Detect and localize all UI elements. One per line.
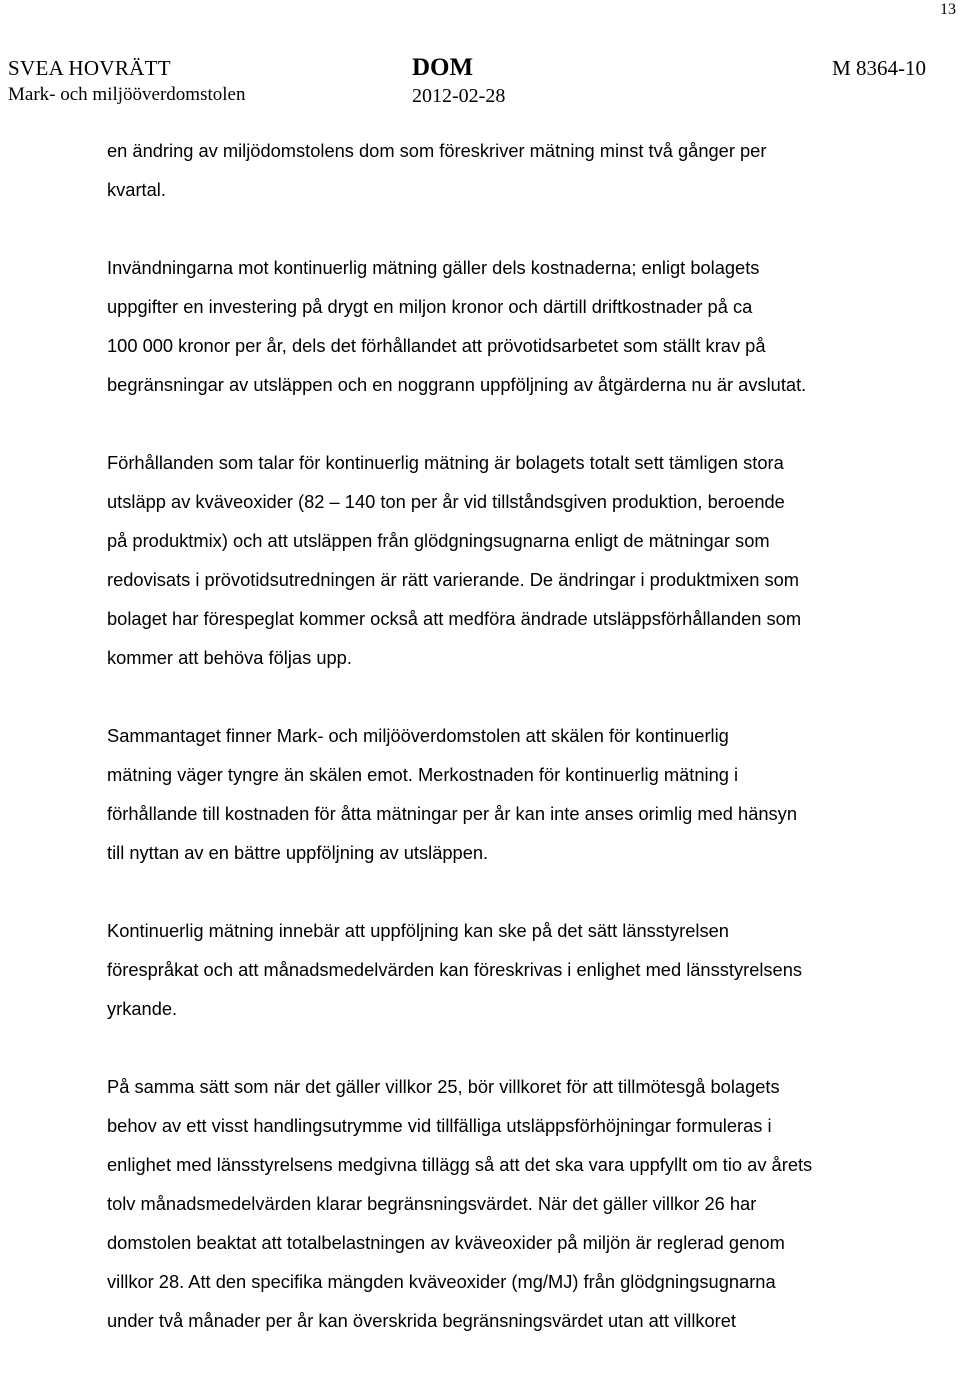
court-name: SVEA HOVRÄTT (8, 56, 171, 80)
document-header (8, 56, 938, 112)
text-line: förespråkat och att månadsmedelvärden kan föreskrivas i enlighet med länsstyrelsens (107, 959, 803, 980)
text-line: Förhållanden som talar för kontinuerlig mätning är bolagets totalt sett tämligen stora (107, 452, 784, 473)
text-line: villkor 28. Att den specifika mängden kväveoxider (mg/MJ) från glödgningsugnarna (107, 1271, 776, 1292)
text-line: utsläpp av kväveoxider (82 – 140 ton per år vid tillståndsgiven produktion, beroende (107, 491, 785, 512)
text-line: behov av ett visst handlingsutrymme vid tillfälliga utsläppsförhöjningar formuleras i (107, 1115, 772, 1136)
text-line: förhållande till kostnaden för åtta mätningar per år kan inte anses orimlig med hänsyn (107, 803, 797, 824)
document-body (107, 131, 907, 1379)
text-line: redovisats i prövotidsutredningen är rätt varierande. De ändringar i produktmixen som (107, 569, 799, 590)
document-date: 2012-02-28 (412, 85, 506, 107)
paragraph (107, 1067, 907, 1340)
paragraph (107, 131, 907, 209)
text-line: till nyttan av en bättre uppföljning av utsläppen. (107, 842, 489, 863)
document-type: DOM (412, 54, 474, 81)
paragraph (107, 716, 907, 872)
court-department: Mark- och miljööverdomstolen (8, 84, 246, 105)
text-line: domstolen beaktat att totalbelastningen av kväveoxider på miljön är reglerad genom (107, 1232, 785, 1253)
text-line: begränsningar av utsläppen och en noggrann uppföljning av åtgärderna nu är avslutat. (107, 374, 807, 395)
case-number: M 8364-10 (832, 56, 926, 80)
text-line: på produktmix) och att utsläppen från glödgningsugnarna enligt de mätningar som (107, 530, 770, 551)
text-line: yrkande. (107, 998, 178, 1019)
text-line: enlighet med länsstyrelsens medgivna tillägg så att det ska vara uppfyllt om tio av årets (107, 1154, 813, 1175)
text-line: Invändningarna mot kontinuerlig mätning gäller dels kostnaderna; enligt bolagets (107, 257, 760, 278)
paragraph (107, 911, 907, 1028)
text-line: Kontinuerlig mätning innebär att uppföljning kan ske på det sätt länsstyrelsen (107, 920, 729, 941)
text-line: bolaget har förespeglat kommer också att medföra ändrade utsläppsförhållanden som (107, 608, 802, 629)
text-line: På samma sätt som när det gäller villkor 25, bör villkoret för att tillmötesgå bolagets (107, 1076, 780, 1097)
paragraph (107, 443, 907, 677)
text-line: 100 000 kronor per år, dels det förhållandet att prövotidsarbetet som ställt krav på (107, 335, 766, 356)
text-line: kvartal. (107, 179, 166, 200)
text-line: mätning väger tyngre än skälen emot. Merkostnaden för kontinuerlig mätning i (107, 764, 739, 785)
text-line: Sammantaget finner Mark- och miljööverdomstolen att skälen för kontinuerlig (107, 725, 729, 746)
paragraph (107, 248, 907, 404)
text-line: en ändring av miljödomstolens dom som föreskriver mätning minst två gånger per (107, 140, 767, 161)
text-line: tolv månadsmedelvärden klarar begränsningsvärdet. När det gäller villkor 26 har (107, 1193, 757, 1214)
text-line: kommer att behöva följas upp. (107, 647, 352, 668)
text-line: under två månader per år kan överskrida begränsningsvärdet utan att villkoret (107, 1310, 737, 1331)
text-line: uppgifter en investering på drygt en miljon kronor och därtill driftkostnader på ca (107, 296, 753, 317)
page-number: 13 (940, 1, 956, 18)
